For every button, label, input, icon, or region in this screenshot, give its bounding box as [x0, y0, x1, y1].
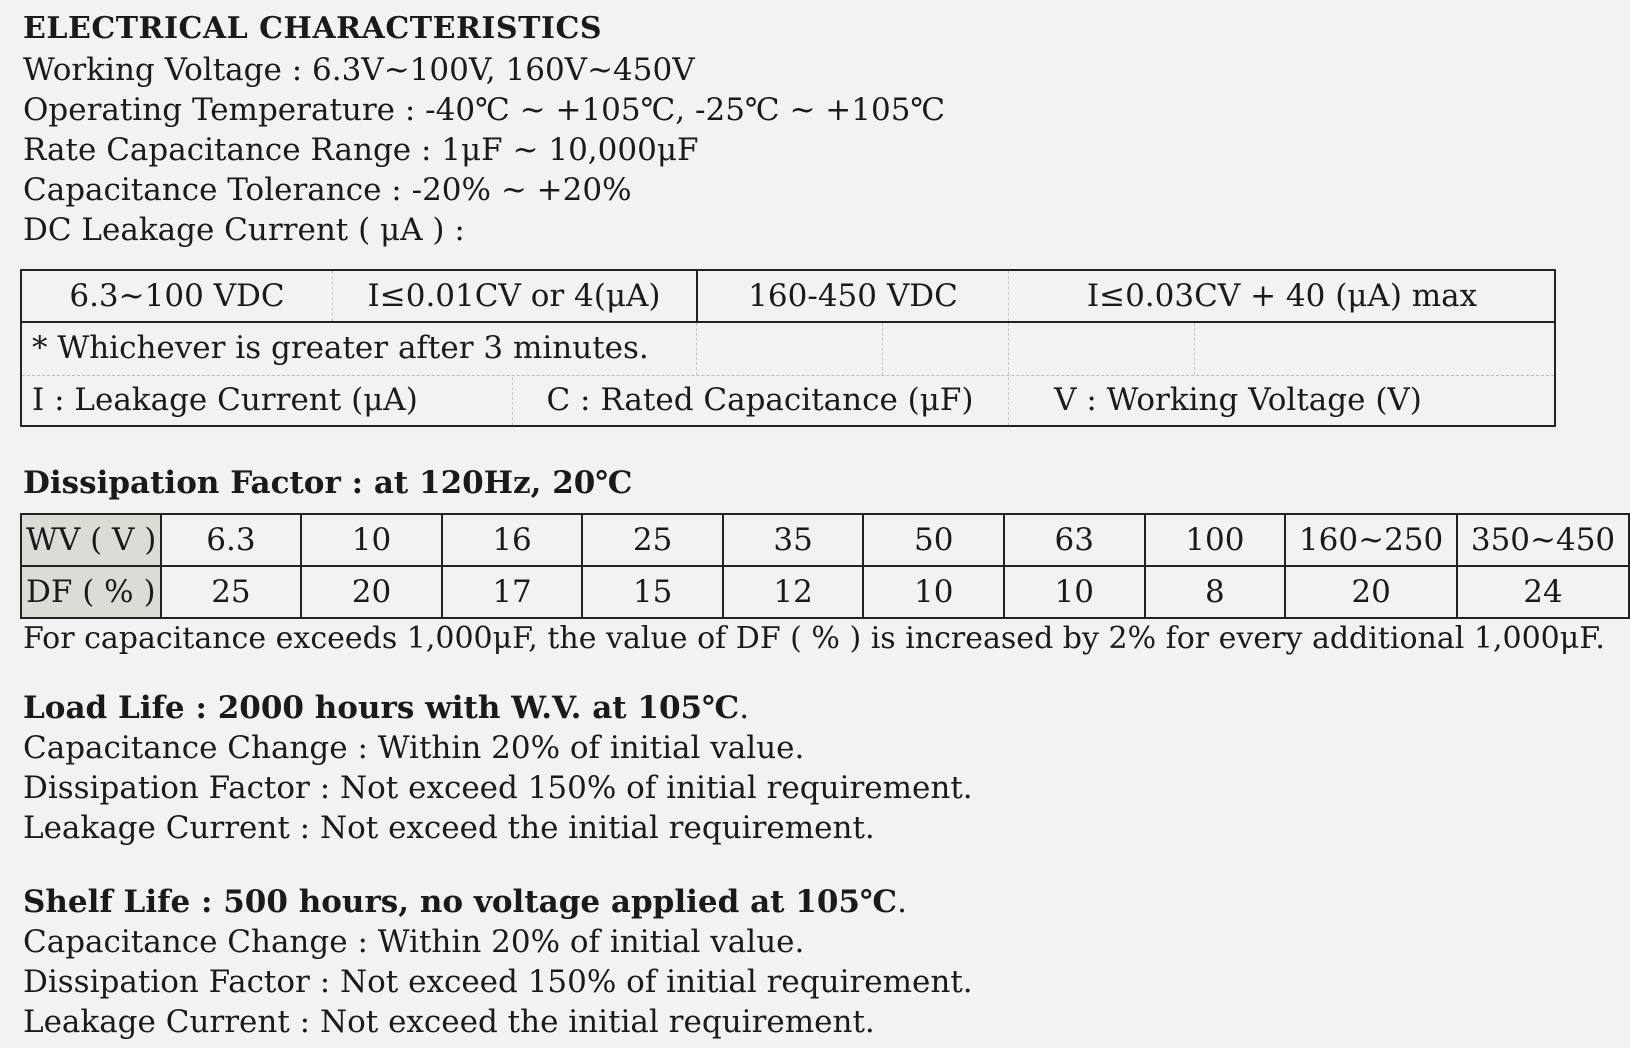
- df-cell: 10: [863, 566, 1004, 618]
- leakage-divider: [882, 323, 883, 375]
- wv-cell: 35: [723, 514, 864, 566]
- shelf-life-title: [23, 882, 973, 922]
- shelf-life-title-text: Shelf Life : 500 hours, no voltage applied at 105℃: [23, 884, 898, 920]
- load-life-title: [23, 688, 973, 728]
- wv-cell: 6.3: [161, 514, 302, 566]
- df-cell: 17: [442, 566, 583, 618]
- spec-sheet: [23, 8, 1623, 250]
- leakage-row-legend: [22, 377, 1554, 425]
- load-life-leakage-current: Leakage Current : Not exceed the initial requirement.: [23, 810, 875, 846]
- load-life-title-text: Load Life : 2000 hours with W.V. at 105℃: [23, 690, 740, 726]
- dissipation-title: Dissipation Factor : at 120Hz, 20℃: [23, 465, 633, 501]
- wv-cell: 10: [301, 514, 442, 566]
- df-row: [21, 566, 1629, 618]
- legend-leakage-current: I : Leakage Current (μA): [32, 382, 418, 418]
- spec-dc-leakage-current: DC Leakage Current ( μA ) :: [23, 212, 465, 248]
- dissipation-section: [23, 463, 633, 503]
- df-note: For capacitance exceeds 1,000μF, the value of DF ( % ) is increased by 2% for every additional 1,000μF.: [23, 621, 1605, 656]
- leakage-divider: [1194, 323, 1195, 375]
- legend-working-voltage: V : Working Voltage (V): [1054, 382, 1422, 418]
- spec-operating-temperature: Operating Temperature : -40℃ ~ +105℃, -25℃ ~ +105℃: [23, 92, 946, 128]
- load-life-capacitance-change: Capacitance Change : Within 20% of initial value.: [23, 730, 805, 766]
- leakage-cell-high-formula: I≤0.03CV + 40 (μA) max: [1086, 278, 1478, 314]
- shelf-life-capacitance-change: Capacitance Change : Within 20% of initial value.: [23, 924, 805, 960]
- wv-cell: 100: [1145, 514, 1286, 566]
- spec-capacitance-tolerance: Capacitance Tolerance : -20% ~ +20%: [23, 172, 632, 208]
- shelf-life-section: [23, 882, 973, 1042]
- leakage-current-table: [20, 269, 1556, 427]
- leakage-cell-high-voltage: 160-450 VDC: [748, 278, 958, 314]
- df-header: DF ( % ): [21, 566, 161, 618]
- wv-cell: 63: [1004, 514, 1145, 566]
- df-cell: 10: [1004, 566, 1145, 618]
- df-cell: 12: [723, 566, 864, 618]
- leakage-divider: [696, 323, 697, 375]
- leakage-cell-low-formula: I≤0.01CV or 4(μA): [367, 278, 661, 314]
- wv-cell: 25: [582, 514, 723, 566]
- wv-cell: 160~250: [1285, 514, 1457, 566]
- shelf-life-title-tail: .: [897, 884, 908, 920]
- dissipation-factor-table: [20, 513, 1630, 619]
- leakage-divider: [1008, 323, 1009, 375]
- df-cell: 24: [1457, 566, 1629, 618]
- load-life-title-tail: .: [739, 690, 750, 726]
- spec-working-voltage: Working Voltage : 6.3V~100V, 160V~450V: [23, 52, 695, 88]
- leakage-note: * Whichever is greater after 3 minutes.: [32, 330, 649, 366]
- df-cell: 20: [1285, 566, 1457, 618]
- leakage-cell-low-voltage: 6.3~100 VDC: [69, 278, 285, 314]
- wv-row: [21, 514, 1629, 566]
- leakage-row-note: [22, 323, 1554, 376]
- wv-header: WV ( V ): [21, 514, 161, 566]
- wv-cell: 16: [442, 514, 583, 566]
- load-life-dissipation-factor: Dissipation Factor : Not exceed 150% of initial requirement.: [23, 770, 973, 806]
- wv-cell: 350~450: [1457, 514, 1629, 566]
- page-title: ELECTRICAL CHARACTERISTICS: [23, 11, 602, 46]
- shelf-life-dissipation-factor: Dissipation Factor : Not exceed 150% of initial requirement.: [23, 964, 973, 1000]
- leakage-row-formulas: [22, 271, 1554, 323]
- shelf-life-leakage-current: Leakage Current : Not exceed the initial requirement.: [23, 1004, 875, 1040]
- df-cell: 25: [161, 566, 302, 618]
- wv-cell: 50: [863, 514, 1004, 566]
- df-cell: 8: [1145, 566, 1286, 618]
- legend-rated-capacitance: C : Rated Capacitance (μF): [546, 382, 974, 418]
- spec-capacitance-range: Rate Capacitance Range : 1μF ~ 10,000μF: [23, 132, 699, 168]
- load-life-section: [23, 688, 973, 848]
- df-note-block: [23, 619, 1605, 659]
- df-cell: 20: [301, 566, 442, 618]
- df-cell: 15: [582, 566, 723, 618]
